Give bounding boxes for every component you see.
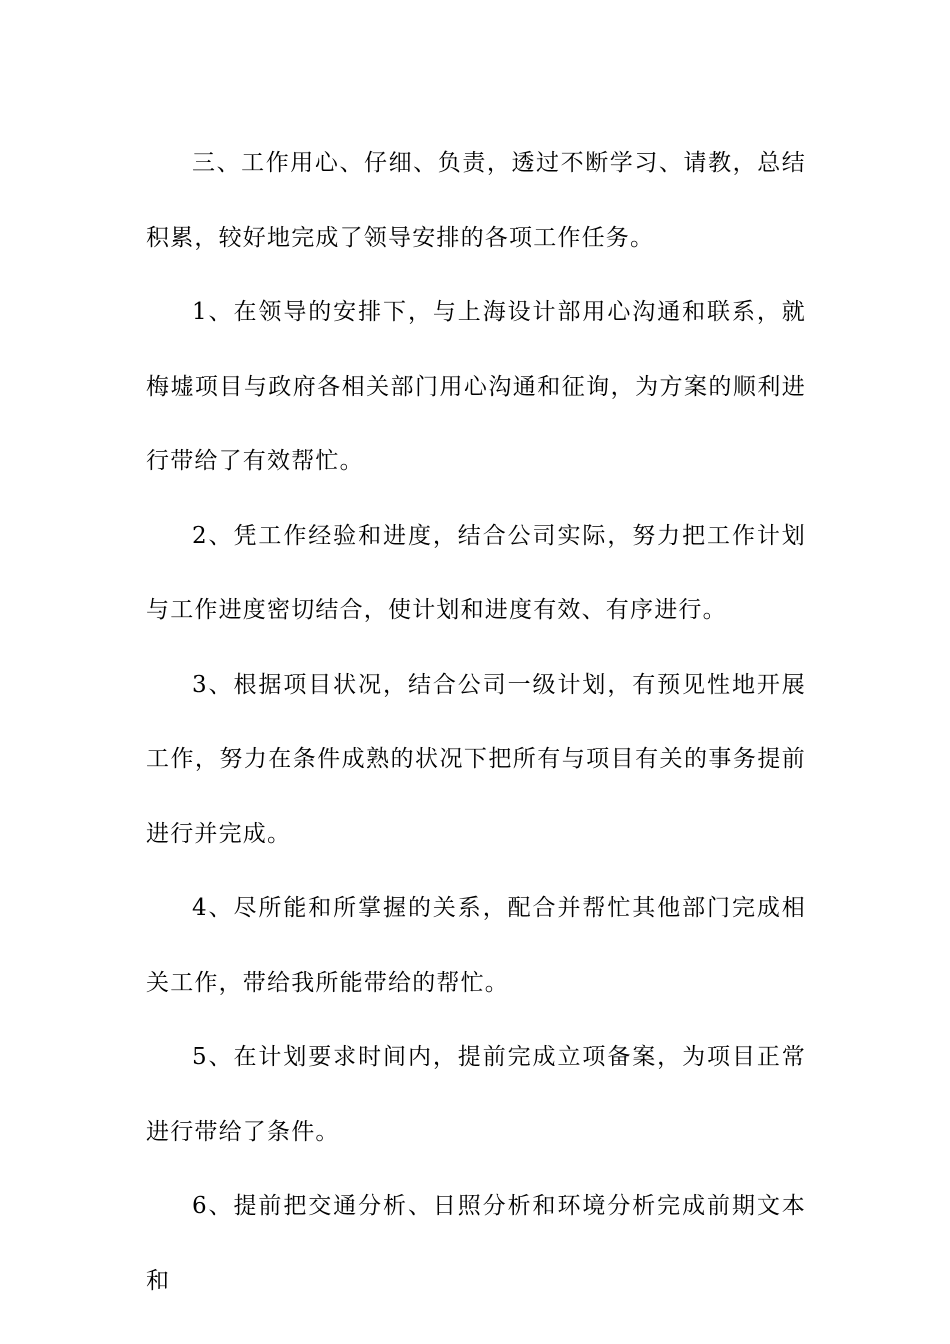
paragraph-item-2: 2、凭工作经验和进度，结合公司实际，努力把工作计划与工作进度密切结合，使计划和进度有效、有序进行。 xyxy=(146,522,806,623)
paragraph-section-three: 三、工作用心、仔细、负责，透过不断学习、请教，总结积累，较好地完成了领导安排的各项工作任务。 xyxy=(146,150,806,251)
paragraph-item-6: 6、提前把交通分析、日照分析和环境分析完成前期文本和 xyxy=(146,1193,806,1294)
paragraph-item-5: 5、在计划要求时间内，提前完成立项备案，为项目正常进行带给了条件。 xyxy=(146,1044,806,1145)
paragraph-item-4: 4、尽所能和所掌握的关系，配合并帮忙其他部门完成相关工作，带给我所能带给的帮忙。 xyxy=(146,895,806,996)
paragraph-item-1: 1、在领导的安排下，与上海设计部用心沟通和联系，就梅墟项目与政府各相关部门用心沟通和征询，为方案的顺利进行带给了有效帮忙。 xyxy=(146,299,806,474)
paragraph-item-3: 3、根据项目状况，结合公司一级计划，有预见性地开展工作，努力在条件成熟的状况下把所有与项目有关的事务提前进行并完成。 xyxy=(146,671,806,847)
document-body xyxy=(146,126,806,1318)
